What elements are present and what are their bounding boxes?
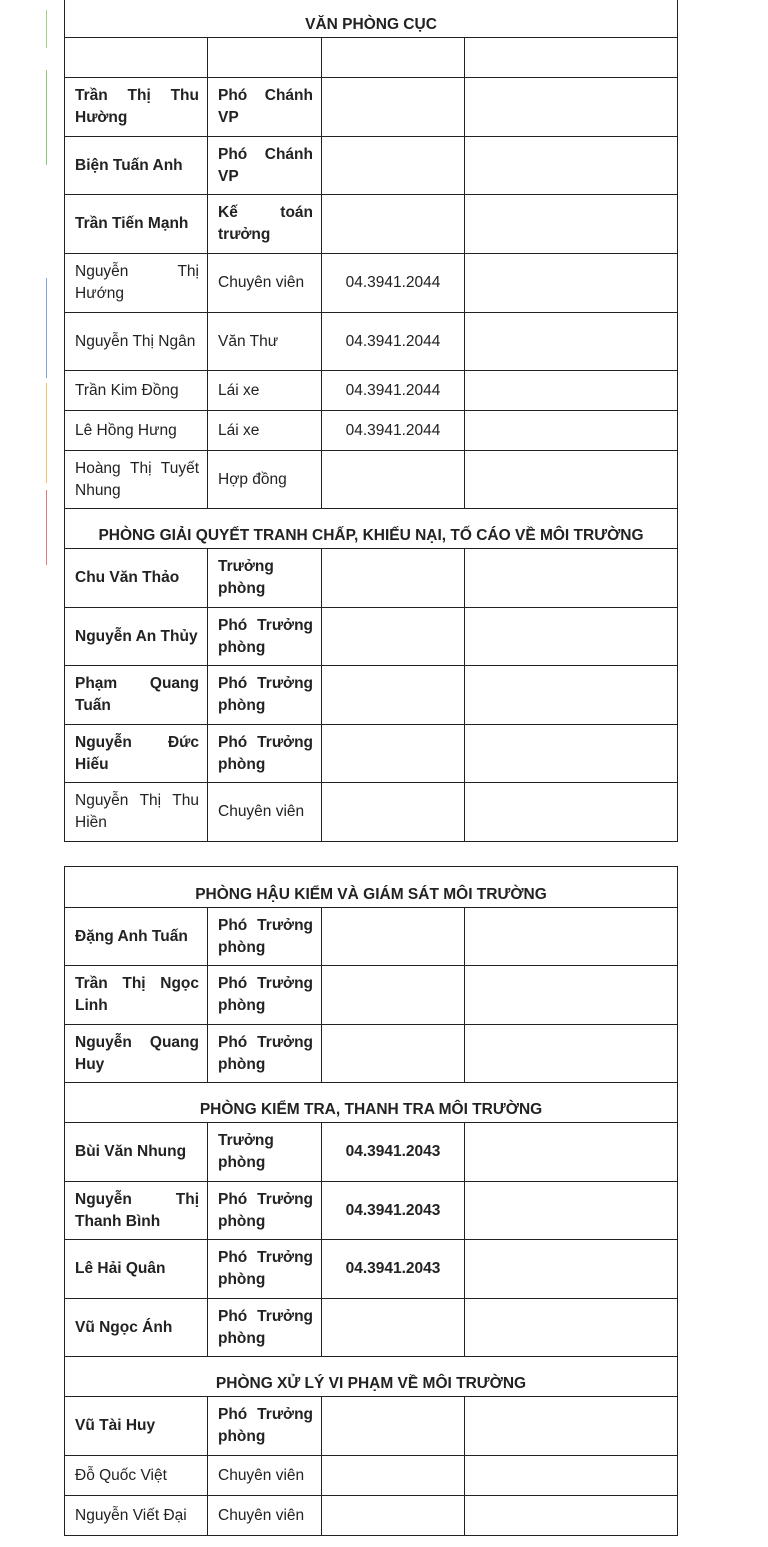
table-row [65,371,678,411]
table-row [65,313,678,371]
notes-cell [465,451,678,509]
name-cell: Trần Thị Thu Hường [65,78,208,137]
phone-cell: 04.3941.2043 [322,1240,465,1299]
margin-color-mark [46,70,47,165]
table-row [65,1123,678,1182]
name-cell: Trần Tiến Mạnh [65,195,208,254]
position-cell: Phó Trưởng phòng [208,1240,322,1299]
phone-cell: 04.3941.2044 [322,371,465,411]
phone-cell [322,451,465,509]
position-cell: Trưởng phòng [208,549,322,608]
notes-cell [465,725,678,783]
table-row [65,411,678,451]
notes-cell [465,1299,678,1357]
name-cell: Lê Hồng Hưng [65,411,208,451]
table-row [65,608,678,666]
table-row [65,1240,678,1299]
name-cell: Trần Kim Đồng [65,371,208,411]
name-cell [65,38,208,78]
notes-cell [465,966,678,1025]
position-cell: Chuyên viên [208,254,322,313]
table-row [65,195,678,254]
section-header-row [65,1357,678,1397]
notes-cell [465,1123,678,1182]
phone-cell [322,38,465,78]
phone-cell [322,549,465,608]
name-cell: Trần Thị Ngọc Linh [65,966,208,1025]
section-header-row [65,0,678,38]
table-row [65,1299,678,1357]
table-row [65,78,678,137]
phone-cell: 04.3941.2044 [322,254,465,313]
notes-cell [465,254,678,313]
name-cell: Nguyễn Quang Huy [65,1025,208,1083]
table-row [65,1397,678,1456]
notes-cell [465,313,678,371]
phone-cell [322,666,465,725]
notes-cell [465,608,678,666]
phone-cell [322,78,465,137]
position-cell: Phó Trưởng phòng [208,1397,322,1456]
phone-cell [322,608,465,666]
table-row [65,549,678,608]
margin-color-mark [46,10,47,48]
table-row [65,783,678,842]
position-cell: Phó Trưởng phòng [208,725,322,783]
phone-cell: 04.3941.2044 [322,313,465,371]
notes-cell [465,411,678,451]
phone-cell: 04.3941.2043 [322,1123,465,1182]
margin-color-mark [46,278,47,378]
notes-cell [465,38,678,78]
phone-cell: 04.3941.2043 [322,1182,465,1240]
name-cell: Biện Tuấn Anh [65,137,208,195]
name-cell: Nguyễn Thị Thu Hiền [65,783,208,842]
margin-color-mark [46,383,47,483]
position-cell: Chuyên viên [208,1456,322,1496]
position-cell [208,38,322,78]
notes-cell [465,1240,678,1299]
notes-cell [465,549,678,608]
phone-cell [322,783,465,842]
notes-cell [465,1456,678,1496]
notes-cell [465,1397,678,1456]
table-row [65,38,678,78]
section-title: PHÒNG HẬU KIỂM VÀ GIÁM SÁT MÔI TRƯỜNG [65,867,678,908]
table-row [65,1025,678,1083]
notes-cell [465,78,678,137]
name-cell: Nguyễn Thị Thanh Bình [65,1182,208,1240]
notes-cell [465,137,678,195]
name-cell: Đỗ Quốc Việt [65,1456,208,1496]
position-cell: Phó Trưởng phòng [208,666,322,725]
phone-cell [322,725,465,783]
position-cell: Văn Thư [208,313,322,371]
name-cell: Nguyễn Đức Hiếu [65,725,208,783]
name-cell: Bùi Văn Nhung [65,1123,208,1182]
table-row [65,966,678,1025]
notes-cell [465,195,678,254]
table-row [65,254,678,313]
directory-table-2 [64,866,678,1536]
phone-cell [322,966,465,1025]
notes-cell [465,1496,678,1536]
position-cell: Hợp đồng [208,451,322,509]
position-cell: Phó Trưởng phòng [208,1299,322,1357]
notes-cell [465,666,678,725]
table-row [65,725,678,783]
name-cell: Nguyễn Thị Hướng [65,254,208,313]
section-title: PHÒNG GIẢI QUYẾT TRANH CHẤP, KHIẾU NẠI, TỐ CÁO VỀ MÔI TRƯỜNG [65,509,678,549]
table-row [65,1456,678,1496]
position-cell: Chuyên viên [208,1496,322,1536]
section-header-row [65,1083,678,1123]
name-cell: Nguyễn Thị Ngân [65,313,208,371]
position-cell: Kế toán trưởng [208,195,322,254]
phone-cell [322,1456,465,1496]
position-cell: Chuyên viên [208,783,322,842]
table-row [65,137,678,195]
position-cell: Phó Trưởng phòng [208,1025,322,1083]
section-header-row [65,867,678,908]
name-cell: Vũ Tài Huy [65,1397,208,1456]
notes-cell [465,783,678,842]
name-cell: Lê Hải Quân [65,1240,208,1299]
name-cell: Phạm Quang Tuấn [65,666,208,725]
position-cell: Phó Chánh VP [208,78,322,137]
section-title: PHÒNG XỬ LÝ VI PHẠM VỀ MÔI TRƯỜNG [65,1357,678,1397]
name-cell: Nguyễn An Thủy [65,608,208,666]
phone-cell [322,1299,465,1357]
position-cell: Lái xe [208,371,322,411]
table-row [65,1496,678,1536]
table-row [65,908,678,966]
name-cell: Đặng Anh Tuấn [65,908,208,966]
name-cell: Hoàng Thị Tuyết Nhung [65,451,208,509]
table-row [65,451,678,509]
position-cell: Lái xe [208,411,322,451]
section-title: VĂN PHÒNG CỤC [65,0,678,38]
phone-cell [322,137,465,195]
name-cell: Nguyễn Viết Đại [65,1496,208,1536]
position-cell: Trưởng phòng [208,1123,322,1182]
section-title: PHÒNG KIỂM TRA, THANH TRA MÔI TRƯỜNG [65,1083,678,1123]
directory-table-1 [64,0,678,842]
section-header-row [65,509,678,549]
phone-cell [322,908,465,966]
phone-cell [322,1397,465,1456]
phone-cell [322,1025,465,1083]
position-cell: Phó Chánh VP [208,137,322,195]
margin-color-mark [46,490,47,565]
position-cell: Phó Trưởng phòng [208,1182,322,1240]
table-row [65,666,678,725]
position-cell: Phó Trưởng phòng [208,608,322,666]
notes-cell [465,1182,678,1240]
phone-cell [322,1496,465,1536]
phone-cell: 04.3941.2044 [322,411,465,451]
phone-cell [322,195,465,254]
table-row [65,1182,678,1240]
name-cell: Chu Văn Thảo [65,549,208,608]
left-margin-color-marks [46,0,48,570]
position-cell: Phó Trưởng phòng [208,966,322,1025]
name-cell: Vũ Ngọc Ánh [65,1299,208,1357]
notes-cell [465,908,678,966]
notes-cell [465,371,678,411]
notes-cell [465,1025,678,1083]
position-cell: Phó Trưởng phòng [208,908,322,966]
